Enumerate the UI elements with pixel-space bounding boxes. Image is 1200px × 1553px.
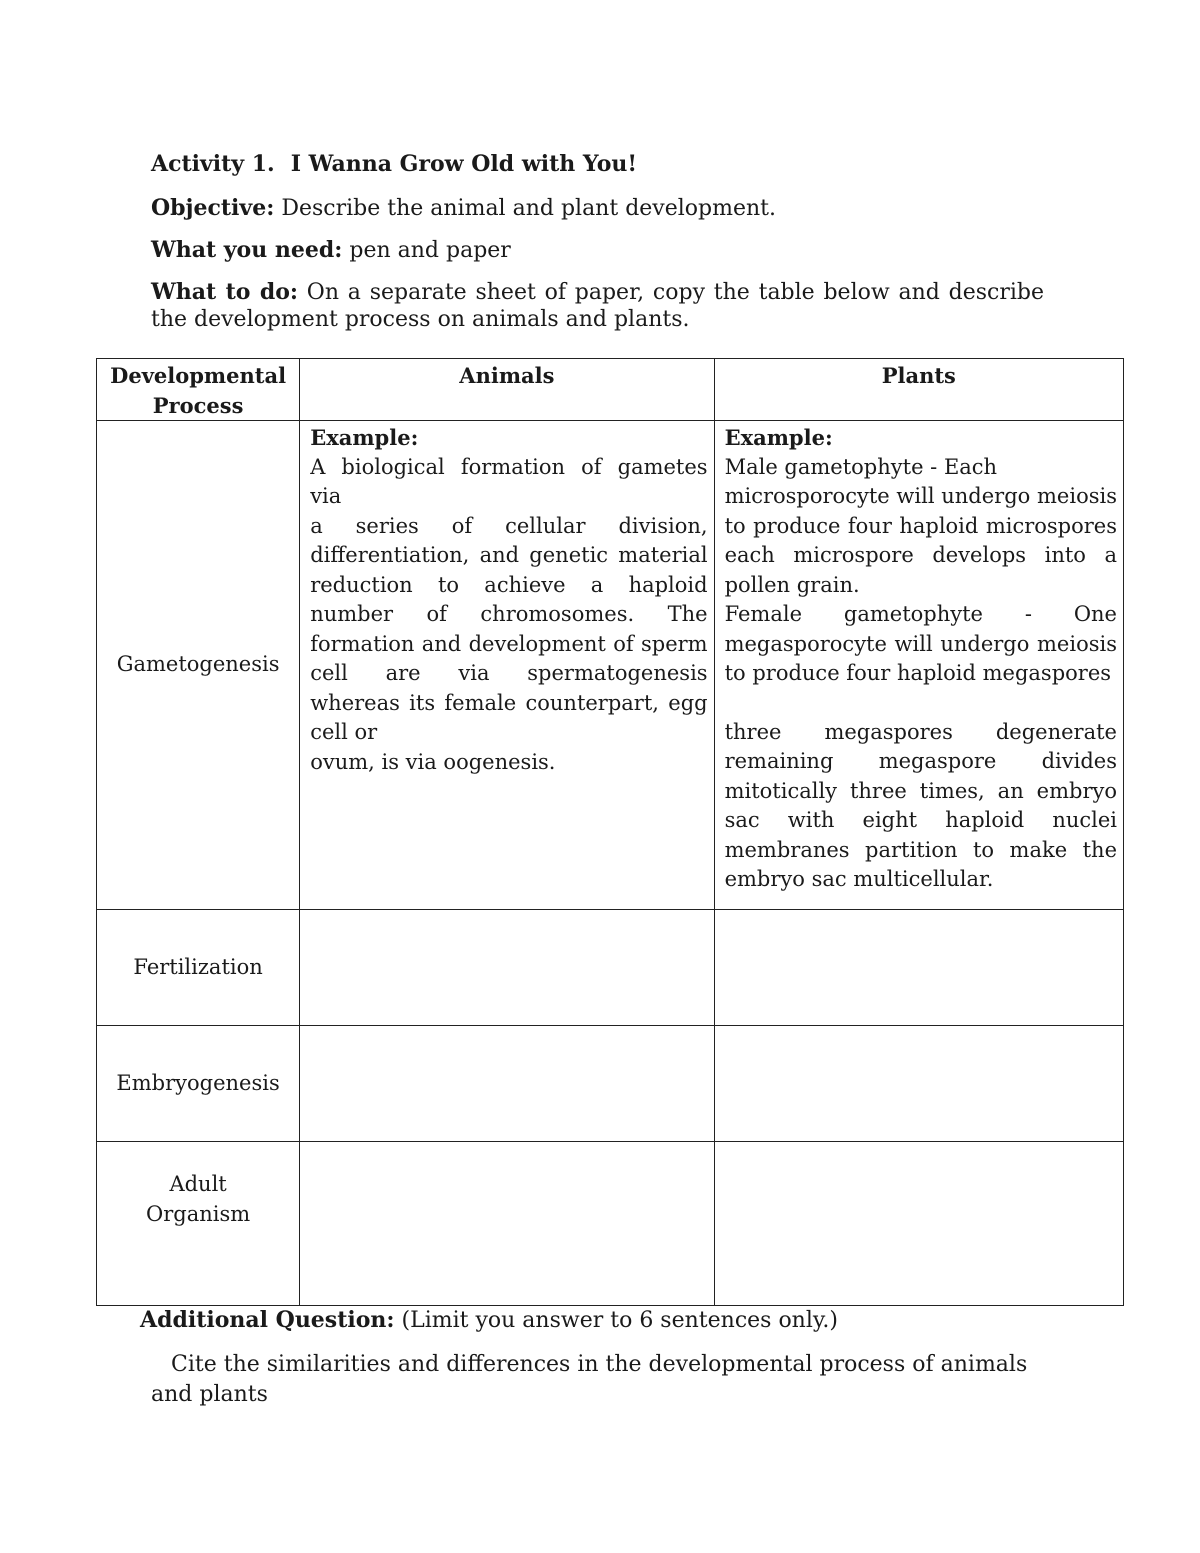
what-you-need-label: What you need:: [151, 237, 343, 263]
header-animals: Animals: [300, 359, 714, 421]
animals-text-line: a series of cellular division, differentiation, and genetic material reduction to achieve a haploid number of chromosomes. The formation and development of sperm cell are via spermatogenesis whereas its female counterpart, egg cell or: [310, 513, 708, 744]
plants-example-label: Example:: [724, 425, 833, 450]
what-you-need-text: pen and paper: [342, 238, 511, 263]
plants-text-line: microsporocyte will undergo meiosis to produce four haploid microspores each microspore develops into a pollen grain.: [724, 484, 1117, 597]
plants-text-line: three megaspores degenerate remaining megaspore divides mitotically three times, an embryo sac with eight haploid nuclei membranes partition to make the embryo sac multicellular.: [724, 719, 1117, 891]
row-label-embryogenesis: Embryogenesis: [97, 1026, 300, 1142]
objective-text: Describe the animal and plant development.: [274, 196, 776, 221]
header-plants: Plants: [714, 359, 1123, 421]
what-to-do-label: What to do:: [151, 279, 299, 305]
table-row: [97, 1142, 1124, 1306]
row-label-adult-organism: Adult Organism: [97, 1142, 300, 1306]
table-header-row: [97, 359, 1124, 421]
header-developmental-process: Developmental Process: [97, 359, 300, 421]
objective-line: [151, 194, 776, 223]
animals-adult-organism-cell[interactable]: [300, 1142, 714, 1306]
activity-title: [151, 150, 637, 179]
plants-text-line: Female gametophyte - One megasporocyte will undergo meiosis to produce four haploid megaspores: [724, 602, 1117, 685]
row-label-gametogenesis: Gametogenesis: [97, 421, 300, 910]
additional-question-label: Additional Question:: [140, 1307, 395, 1333]
table-row: [97, 421, 1124, 910]
table-row: [97, 1026, 1124, 1142]
plants-embryogenesis-cell[interactable]: [714, 1026, 1123, 1142]
activity-label: Activity 1.: [151, 151, 275, 177]
objective-label: Objective:: [151, 195, 275, 221]
cite-question: Cite the similarities and differences in the developmental process of animals and plants: [151, 1352, 1028, 1407]
animals-embryogenesis-cell[interactable]: [300, 1026, 714, 1142]
what-you-need-line: [151, 236, 511, 265]
animals-gametogenesis-cell[interactable]: [300, 421, 714, 910]
table-row: [97, 910, 1124, 1026]
activity-name: I Wanna Grow Old with You!: [290, 151, 638, 177]
additional-question-line: [140, 1306, 838, 1335]
spacer: [725, 689, 1117, 718]
animals-text-line: ovum, is via oogenesis.: [310, 749, 556, 774]
additional-question-text: (Limit you answer to 6 sentences only.): [394, 1308, 838, 1333]
animals-fertilization-cell[interactable]: [300, 910, 714, 1026]
animals-example-label: Example:: [310, 425, 419, 450]
development-table: [96, 358, 1124, 1306]
what-to-do-line: [151, 279, 1044, 333]
plants-text-line: Male gametophyte - Each: [724, 454, 998, 479]
plants-fertilization-cell[interactable]: [714, 910, 1123, 1026]
plants-gametogenesis-cell[interactable]: [714, 421, 1123, 910]
animals-text-line: A biological formation of gametes via: [310, 454, 708, 508]
row-label-fertilization: Fertilization: [97, 910, 300, 1026]
plants-adult-organism-cell[interactable]: [714, 1142, 1123, 1306]
what-to-do-text: On a separate sheet of paper, copy the table below and describe the development process on animals and plants.: [151, 280, 1044, 332]
